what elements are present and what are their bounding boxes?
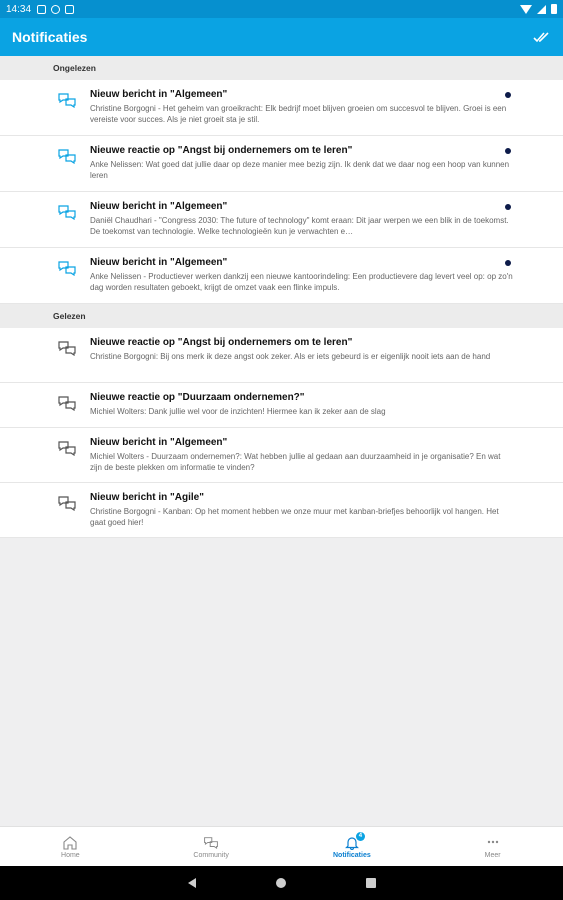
section-header-unread: Ongelezen: [0, 56, 563, 80]
chat-icon: [57, 440, 77, 456]
notification-title: Nieuwe reactie op "Duurzaam ondernemen?": [90, 392, 305, 403]
bottom-nav: [0, 826, 563, 866]
unread-dot: [505, 260, 511, 266]
double-check-icon[interactable]: [533, 30, 551, 44]
download-icon: [37, 5, 46, 14]
notification-body: Christine Borgogni: Bij ons merk ik deze angst ook zeker. Als er iets gebeurd is er eigenlijk nooit iets aan de hand: [90, 352, 491, 361]
notification-title: Nieuw bericht in "Algemeen": [90, 437, 228, 448]
notification-body: Michiel Wolters - Duurzaam ondernemen?: Wat hebben jullie al gedaan aan duurzaamheid in je organisatie? En wat zijn de beste plekken om informatie te vinden?: [90, 452, 501, 472]
notification-title: Nieuwe reactie op "Angst bij ondernemers om te leren": [90, 337, 353, 348]
nav-notifications[interactable]: [282, 827, 423, 866]
chat-icon: [57, 395, 77, 411]
chat-icon: [57, 204, 77, 220]
wifi-icon: [520, 5, 532, 14]
notification-item-unread[interactable]: [0, 248, 563, 304]
signal-icon: [537, 5, 546, 14]
clipboard-icon: [65, 5, 74, 14]
nav-home-label: Home: [61, 851, 80, 859]
recent-apps-icon[interactable]: [366, 878, 376, 888]
notification-title: Nieuw bericht in "Algemeen": [90, 257, 228, 268]
back-icon[interactable]: [188, 878, 196, 888]
status-bar: [0, 0, 563, 18]
notification-item-unread[interactable]: [0, 192, 563, 248]
notification-body: Michiel Wolters: Dank jullie wel voor de inzichten! Hiermee kan ik zeker aan de slag: [90, 407, 386, 416]
status-right: [520, 4, 557, 14]
chat-icon: [57, 148, 77, 164]
community-chat-icon: [203, 835, 219, 850]
notification-body: Anke Nelissen: Wat goed dat jullie daar op deze manier mee bezig zijn. Ik denk dat we daar nog een hoop van kunnen leren: [90, 160, 510, 180]
notification-title: Nieuw bericht in "Agile": [90, 492, 204, 503]
battery-icon: [551, 4, 557, 14]
notification-count-badge: 4: [356, 832, 365, 841]
notification-item-read[interactable]: [0, 328, 563, 383]
notification-title: Nieuw bericht in "Algemeen": [90, 89, 228, 100]
chat-icon: [57, 340, 77, 356]
nav-more[interactable]: [422, 827, 563, 866]
nav-more-label: Meer: [484, 851, 501, 859]
chat-icon: [57, 260, 77, 276]
page-title: Notificaties: [12, 29, 88, 45]
chat-icon: [57, 92, 77, 108]
chat-icon: [57, 495, 77, 511]
section-header-read: Gelezen: [0, 304, 563, 328]
notification-title: Nieuw bericht in "Algemeen": [90, 201, 228, 212]
notification-item-unread[interactable]: [0, 136, 563, 192]
nav-home[interactable]: [0, 827, 141, 866]
status-time: 14:34: [6, 3, 32, 15]
unread-dot: [505, 148, 511, 154]
notification-item-read[interactable]: [0, 483, 563, 538]
notification-body: Daniël Chaudhari - "Congress 2030: The future of technology" komt eraan: Dit jaar werpen we een blik in de toekomst. De toekomst van technologie. Welke technologieën kun je verwachten e…: [90, 216, 509, 236]
unread-dot: [505, 204, 511, 210]
notification-body: Anke Nelissen - Productiever werken dankzij een nieuwe kantoorindeling: Een productievere dag levert veel op: op zo'n dag worden resultaten geboekt, krijgt de omzet vaak een flinke impuls.: [90, 272, 513, 292]
home-icon: [62, 835, 78, 850]
more-dots-icon: [485, 835, 501, 850]
notification-item-read[interactable]: [0, 428, 563, 483]
app-bar: [0, 18, 563, 56]
notification-body: Christine Borgogni - Kanban: Op het moment hebben we onze muur met kanban-briefjes behoorlijk vol hangen. Het gaat goed hier!: [90, 507, 499, 527]
nav-community-label: Community: [193, 851, 229, 859]
system-nav-bar: [0, 866, 563, 900]
notification-item-read[interactable]: [0, 383, 563, 428]
notification-item-unread[interactable]: [0, 80, 563, 136]
nav-notifications-label: Notificaties: [333, 851, 371, 859]
unread-dot: [505, 92, 511, 98]
notification-body: Christine Borgogni - Het geheim van groeikracht: Elk bedrijf moet blijven groeien om succesvol te blijven. Groei is een vereiste voor succes. Als je niet groeit sta je stil.: [90, 104, 507, 124]
home-circle-icon[interactable]: [276, 878, 286, 888]
notification-list: [0, 56, 563, 826]
notification-title: Nieuwe reactie op "Angst bij ondernemers om te leren": [90, 145, 353, 156]
nav-community[interactable]: [141, 827, 282, 866]
app-notification-icon: [51, 5, 60, 14]
